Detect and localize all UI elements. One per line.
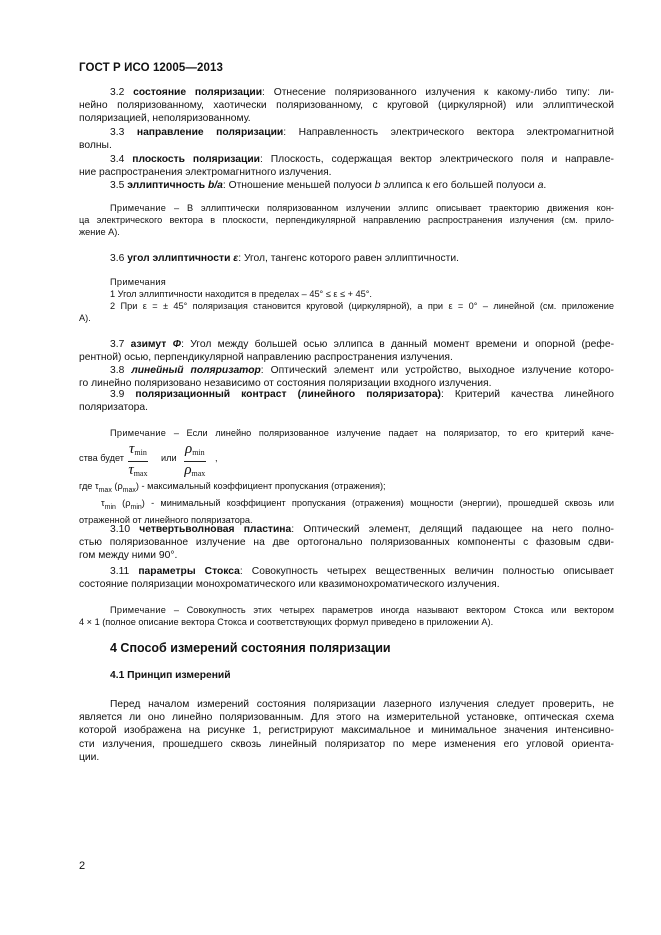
- definition-text: эллипса к его большей полуоси: [380, 180, 538, 191]
- formula-or: или: [161, 453, 177, 463]
- definition-3-8: [79, 364, 614, 390]
- note-contrast: [79, 427, 614, 439]
- notes-ellipticity-angle: [79, 276, 614, 324]
- term-number: 3.8: [110, 365, 125, 376]
- term: плоскость поляризации: [132, 154, 261, 165]
- note-text: – В эллиптически поляризованном излучении эллипс описывает траекторию движения кон-: [166, 203, 614, 213]
- subscript-min: min: [134, 448, 147, 457]
- where-text: (ρ: [115, 497, 131, 508]
- definition-3-11: [79, 565, 614, 591]
- term: параметры Стокса: [138, 566, 240, 577]
- note-text: жение А).: [79, 227, 120, 237]
- definition-text: : Угол между большей осью эллипса в данный момент времени и опорной (рефе-: [181, 339, 614, 350]
- punctuation: .: [543, 180, 547, 191]
- rho-symbol: ρ: [185, 441, 193, 457]
- where-text: отраженной от линейного поляризатора.: [79, 514, 253, 525]
- notes-label: Примечания: [110, 277, 167, 287]
- term-number: 3.4: [110, 154, 125, 165]
- where-text: ) - минимальный коэффициент пропускания (отражения) мощности (энергии), прошедшей сквозь или: [141, 497, 614, 508]
- definition-text: : Совокупность четырех вещественных величин полностью описывает: [239, 566, 614, 577]
- note-stokes: [79, 604, 614, 628]
- subscript-min: min: [130, 503, 142, 511]
- where-text: ) - максимальный коэффициент пропускания (отражения);: [135, 481, 386, 491]
- formula-comma: ,: [215, 453, 218, 463]
- subscript-min: min: [104, 503, 116, 511]
- definition-text: гом между ними 90°.: [79, 550, 178, 562]
- term-number: 3.10: [110, 524, 131, 535]
- note-label: Примечание: [110, 203, 167, 213]
- note-item-2-cont: А).: [79, 313, 91, 323]
- definition-3-4: [79, 153, 614, 179]
- note-item-1: 1 Угол эллиптичности находится в пределах – 45° ≤ ε ≤ + 45°.: [110, 289, 372, 299]
- paragraph-text: является ли оно линейно поляризованным. Для этого на измерительной установке, оптическая схема: [79, 712, 614, 724]
- definition-text: : Оптический элемент или устройство, выходное излучение которо-: [260, 365, 614, 376]
- definition-text: волны.: [79, 140, 112, 152]
- definition-3-3: [79, 126, 614, 152]
- page-number: 2: [79, 860, 86, 872]
- term-symbol: ε: [233, 253, 239, 264]
- definition-text: поляризатора.: [79, 402, 149, 414]
- tau-symbol: τ: [128, 462, 134, 478]
- fraction-numerator: [128, 442, 148, 462]
- definition-text: : Угол, тангенс которого равен эллиптичности.: [238, 253, 459, 264]
- symbol-a: a: [537, 180, 544, 191]
- definition-3-5: [79, 179, 614, 192]
- fraction-denominator: [128, 462, 148, 481]
- definition-text: стью поляризованное излучение на две ортогонально поляризованных компоненты с фазовым сдви-: [79, 537, 614, 549]
- term-number: 3.7: [110, 339, 125, 350]
- definition-3-7: [79, 338, 614, 364]
- subsection-heading-4-1: 4.1 Принцип измерений: [110, 670, 231, 681]
- definition-3-9: [79, 388, 614, 414]
- definition-text: состояние поляризации монохроматического или квазимонохроматического излучения.: [79, 579, 500, 591]
- note-ellipticity: [79, 202, 614, 238]
- paragraph-text: Перед началом измерений состояния поляризации лазерного излучения следует проверить, не: [110, 699, 614, 710]
- definition-3-6: [79, 252, 614, 265]
- paragraph-4-1: [79, 698, 614, 764]
- formula-tau-ratio: [128, 442, 148, 481]
- definition-text: : Оптический элемент, делящий падающее на него полно-: [291, 524, 614, 535]
- note-text: – Совокупность этих четырех параметров иногда называют вектором Стокса или вектором: [166, 605, 614, 615]
- note-text: 4 × 1 (полное описание вектора Стокса и соответствующих формул приведено в приложении А).: [79, 617, 494, 627]
- paragraph-text: сти излучения, прошедшего сквозь линейный поляризатор по мере изменения его угловой ориента-: [79, 738, 614, 750]
- tau-symbol: τ: [129, 441, 135, 457]
- where-text: τ: [101, 497, 105, 508]
- note-label: Примечание: [110, 428, 167, 438]
- term-number: 3.6: [110, 253, 125, 264]
- term: состояние поляризации: [133, 87, 263, 98]
- definition-3-10: [79, 523, 614, 563]
- definition-3-2: [79, 86, 614, 126]
- definition-text: ние распространения электромагнитного излучения.: [79, 167, 332, 179]
- definition-text: : Отношение меньшей полуоси: [222, 180, 375, 191]
- note-item-2: 2 При ε = ± 45° поляризация становится круговой (циркулярной), а при ε = 0° – линейной (см. приложение: [110, 301, 614, 311]
- definition-text: : Критерий качества линейного: [440, 389, 614, 400]
- definition-text: : Отнесение поляризованного излучения к какому-либо типу: ли-: [262, 87, 614, 98]
- term-symbol: Φ: [172, 339, 182, 350]
- term-number: 3.9: [110, 389, 125, 400]
- paragraph-text: которой изображена на рисунке 1, регистрируют максимальное и минимальное значения интенсивно-: [79, 725, 614, 737]
- fraction-denominator: [184, 462, 206, 481]
- term-number: 3.11: [110, 566, 130, 577]
- where-text: (ρ: [111, 481, 123, 491]
- subscript-max: max: [191, 469, 206, 478]
- where-text: где τ: [79, 481, 99, 491]
- subscript-max: max: [98, 486, 112, 494]
- term: направление поляризации: [136, 127, 284, 138]
- note-text: – Если линейно поляризованное излучение падает на поляризатор, то его критерий каче-: [166, 428, 614, 438]
- term-symbol: b/a: [207, 180, 223, 191]
- definition-text: го линейно поляризовано независимо от состояния поляризации входного излучения.: [79, 378, 492, 390]
- section-heading-4: 4 Способ измерений состояния поляризации: [110, 641, 391, 655]
- definition-text: поляризацией, неполяризованному.: [79, 113, 251, 125]
- document-header: ГОСТ Р ИСО 12005—2013: [79, 62, 224, 74]
- term: четвертьволновая пластина: [139, 524, 292, 535]
- symbol-b: b: [374, 180, 381, 191]
- subscript-max: max: [133, 469, 148, 478]
- term-number: 3.2: [110, 87, 125, 98]
- formula-rho-ratio: [184, 442, 206, 481]
- note-text: ца электрического вектора в плоскости, перпендикулярной направлению распространения излучения (см. прило-: [79, 215, 614, 225]
- note-contrast-where: [79, 480, 614, 526]
- note-label: Примечание: [110, 605, 167, 615]
- formula-lead-text: ства будет: [79, 453, 124, 463]
- rho-symbol: ρ: [184, 462, 192, 478]
- paragraph-text: ции.: [79, 751, 100, 763]
- term: поляризационный контраст (линейного поляризатора): [135, 389, 441, 400]
- fraction-numerator: [184, 442, 206, 462]
- subscript-min: min: [192, 448, 205, 457]
- term: азимут: [130, 339, 167, 350]
- subscript-max: max: [122, 486, 136, 494]
- definition-text: : Плоскость, содержащая вектор электрического поля и направле-: [260, 154, 614, 165]
- definition-text: : Направленность электрического вектора электромагнитной: [283, 127, 614, 138]
- term: угол эллиптичности: [127, 253, 231, 264]
- term-number: 3.5: [110, 180, 125, 191]
- term: линейный поляризатор: [131, 365, 261, 376]
- term: эллиптичность: [127, 180, 206, 191]
- definition-text: рентной) осью, перпендикулярной направлению распространения излучения.: [79, 352, 453, 364]
- term-number: 3.3: [110, 127, 125, 138]
- definition-text: нейно поляризованному, хаотически поляризованному, с круговой (циркулярной) или эллиптической: [79, 100, 614, 112]
